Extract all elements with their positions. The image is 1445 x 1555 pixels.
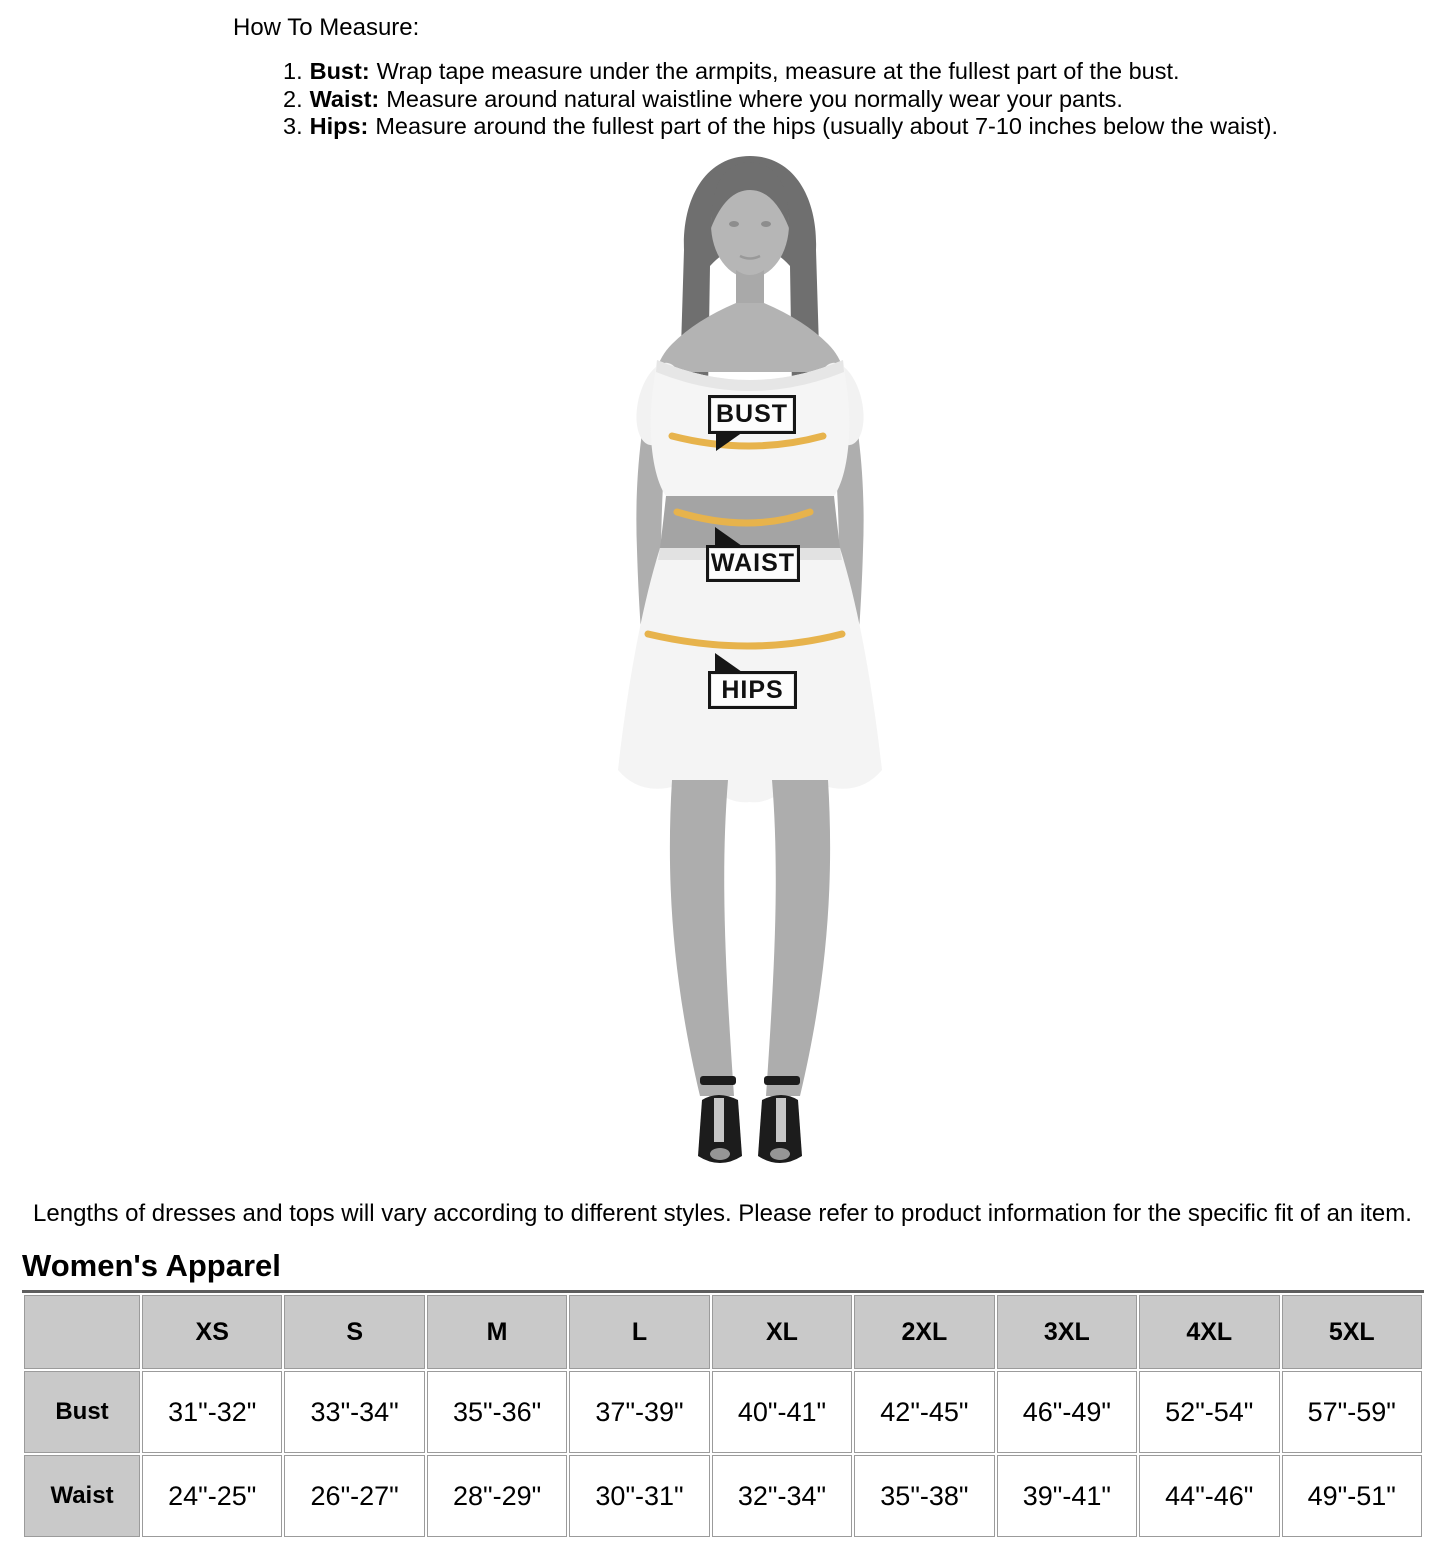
size-column-header: XL [712,1295,852,1369]
size-table [22,1293,1424,1539]
shoe-buckle-right [776,1098,786,1142]
how-to-measure-title: How To Measure: [233,14,420,41]
shoe-toe-right [770,1148,790,1160]
size-column-header: 2XL [854,1295,994,1369]
size-cell: 57"-59" [1282,1371,1423,1453]
instruction-bust [283,58,1278,86]
size-cell: 42"-45" [854,1371,994,1453]
hips-pointer-icon [715,653,742,672]
shoe-buckle-left [714,1098,724,1142]
size-cell: 46"-49" [997,1371,1137,1453]
instruction-label: Bust: [309,58,370,84]
size-cell: 24"-25" [142,1455,282,1537]
measure-instructions [283,58,1278,141]
instruction-number: 3. [283,113,303,139]
leg-right [766,780,830,1096]
instruction-text: Measure around natural waistline where you normally wear your pants. [386,85,1123,112]
instruction-text: Wrap tape measure under the armpits, measure at the fullest part of the bust. [376,58,1180,84]
eye-left [729,221,739,227]
corner-cell [24,1295,140,1369]
size-cell: 44"-46" [1139,1455,1279,1537]
instruction-label: Hips: [309,113,369,139]
size-table-wrap [22,1290,1424,1539]
shoe-toe-left [710,1148,730,1160]
instruction-text: Measure around the fullest part of the hips (usually about 7-10 inches below the waist). [375,113,1279,139]
row-label: Bust [24,1371,140,1453]
size-column-header: 4XL [1139,1295,1279,1369]
size-cell: 49"-51" [1282,1455,1423,1537]
bust-pointer-icon [716,432,743,451]
size-cell: 35"-36" [427,1371,567,1453]
size-cell: 32"-34" [712,1455,852,1537]
size-column-header: XS [142,1295,282,1369]
leg-left [670,780,734,1096]
eye-right [761,221,771,227]
size-column-header: M [427,1295,567,1369]
shoe-strap-left [700,1076,736,1085]
instruction-waist [283,86,1278,114]
size-cell: 40"-41" [712,1371,852,1453]
instruction-number: 2. [283,85,303,112]
size-cell: 52"-54" [1139,1371,1279,1453]
instruction-label: Waist: [309,85,380,112]
shoe-strap-right [764,1076,800,1085]
size-column-header: L [569,1295,709,1369]
waist-row [24,1455,1422,1537]
waist-pointer-icon [715,527,742,546]
size-table-header-row [24,1295,1422,1369]
size-column-header: 5XL [1282,1295,1423,1369]
size-column-header: 3XL [997,1295,1137,1369]
size-cell: 28"-29" [427,1455,567,1537]
size-cell: 31"-32" [142,1371,282,1453]
bust-row [24,1371,1422,1453]
hips-label: HIPS [708,671,797,709]
size-cell: 33"-34" [284,1371,424,1453]
size-column-header: S [284,1295,424,1369]
row-label: Waist [24,1455,140,1537]
size-cell: 35"-38" [854,1455,994,1537]
size-cell: 39"-41" [997,1455,1137,1537]
size-cell: 26"-27" [284,1455,424,1537]
waist-label: WAIST [706,545,800,582]
instruction-hips [283,113,1278,141]
size-cell: 30"-31" [569,1455,709,1537]
bust-label: BUST [708,395,796,434]
table-heading: Women's Apparel [22,1248,281,1283]
size-cell: 37"-39" [569,1371,709,1453]
fit-note: Lengths of dresses and tops will vary according to different styles. Please refer to product information for the specific fit of an item. [33,1200,1412,1227]
instruction-number: 1. [283,58,303,84]
